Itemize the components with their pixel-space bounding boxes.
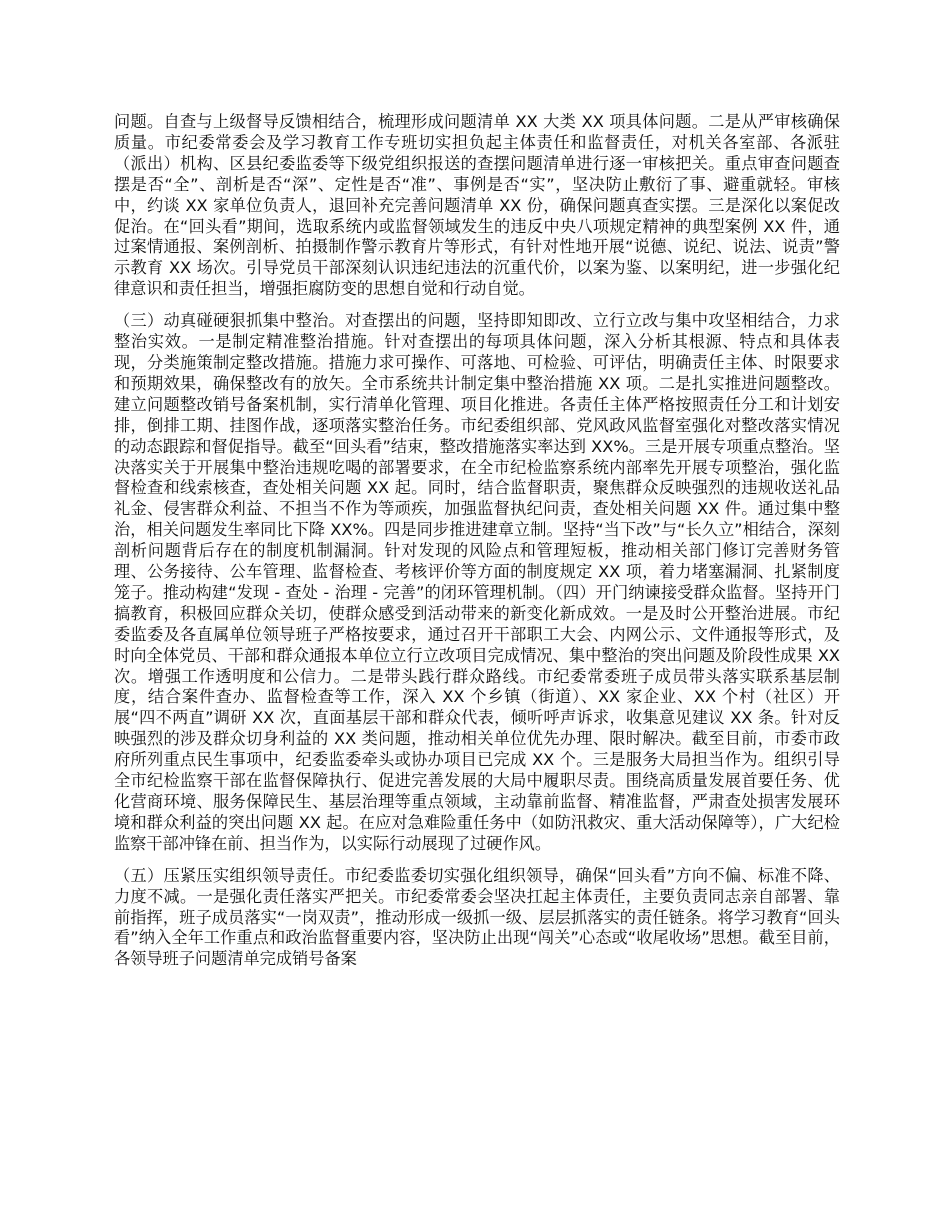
document-body (114, 112, 840, 970)
paragraph-leadership: （五）压紧压实组织领导责任。市纪委监委切实强化组织领导，确保“回头看”方向不偏、标准不降、力度不减。一是强化责任落实严把关。市纪委常委会坚决扛起主体责任，主要负责同志亲自部署、靠前指挥，班子成员落实“一岗双责”，推动形成一级抓一级、层层抓落实的责任链条。将学习教育“回头看”纳入全年工作重点和政治监督重要内容，坚决防止出现“闯关”心态或“收尾收场”思想。截至目前，各领导班子问题清单完成销号备案 (114, 865, 840, 969)
paragraph-rectification: （三）动真碰硬狠抓集中整治。对查摆出的问题，坚持即知即改、立行立改与集中攻坚相结合，力求整治实效。一是制定精准整治措施。针对查摆出的每项具体问题，深入分析其根源、特点和具体表现，分类施策制定整改措施。措施力求可操作、可落地、可检验、可评估，明确责任主体、时限要求和预期效果，确保整改有的放矢。全市系统共计制定集中整治措施 XX 项。二是扎实推进问题整改。建立问题整改销号备案机制，实行清单化管理、项目化推进。各责任主体严格按照责任分工和计划安排，倒排工期、挂图作战，逐项落实整治任务。市纪委组织部、党风政风监督室强化对整改落实情况的动态跟踪和督促指导。截至“回头看”结束，整改措施落实率达到 XX%。三是开展专项重点整治。坚决落实关于开展集中整治违规吃喝的部署要求，在全市纪检监察系统内部率先开展专项整治，强化监督检查和线索核查，查处相关问题 XX 起。同时，结合监督职责，聚焦群众反映强烈的违规收送礼品礼金、侵害群众利益、不担当不作为等顽疾，加强监督执纪问责，查处相关问题 XX 件。通过集中整治，相关问题发生率同比下降 XX%。四是同步推进建章立制。坚持“当下改”与“长久立”相结合，深刻剖析问题背后存在的制度机制漏洞。针对发现的风险点和管理短板，推动相关部门修订完善财务管理、公务接待、公车管理、监督检查、考核评价等方面的制度规定 XX 项，着力堵塞漏洞、扎紧制度笼子。推动构建“发现 - 查处 - 治理 - 完善”的闭环管理机制。（四）开门纳谏接受群众监督。坚持开门搞教育，积极回应群众关切，使群众感受到活动带来的新变化新成效。一是及时公开整治进展。市纪委监委及各直属单位领导班子严格按要求，通过召开干部职工大会、内网公示、文件通报等形式，及时向全体党员、干部和群众通报本单位立行立改项目完成情况、集中整治的突出问题及阶段性成果 XX 次。增强工作透明度和公信力。二是带头践行群众路线。市纪委常委班子成员带头落实联系基层制度，结合案件查办、监督检查等工作，深入 XX 个乡镇（街道）、XX 家企业、XX 个村（社区）开展“四不两直”调研 XX 次，直面基层干部和群众代表，倾听呼声诉求，收集意见建议 XX 条。针对反映强烈的涉及群众切身利益的 XX 类问题，推动相关单位优先办理、限时解决。截至目前，市委市政府所列重点民生事项中，纪委监委牵头或协办项目已完成 XX 个。三是服务大局担当作为。组织引导全市纪检监察干部在监督保障执行、促进完善发展的大局中履职尽责。围绕高质量发展首要任务、优化营商环境、服务保障民生、基层治理等重点领域，主动靠前监督、精准监督，严肃查处损害发展环境和群众利益的突出问题 XX 起。在应对急难险重任务中（如防汛救灾、重大活动保障等），广大纪检监察干部冲锋在前、担当作为，以实际行动展现了过硬作风。 (114, 311, 840, 853)
paragraph-self-check: 问题。自查与上级督导反馈相结合，梳理形成问题清单 XX 大类 XX 项具体问题。二是从严审核确保质量。市纪委常委会及学习教育工作专班切实担负起主体责任和监督责任，对机关各室部、各派驻（派出）机构、区县纪委监委等下级党组织报送的查摆问题清单进行逐一审核把关。重点审查问题查摆是否“全”、剖析是否“深”、定性是否“准”、事例是否“实”，坚决防止敷衍了事、避重就轻。审核中，约谈 XX 家单位负责人，退回补充完善问题清单 XX 份，确保问题真查实摆。三是深化以案促改促治。在“回头看”期间，选取系统内或监督领域发生的违反中央八项规定精神的典型案例 XX 件，通过案情通报、案例剖析、拍摄制作警示教育片等形式，有针对性地开展“说德、说纪、说法、说责”警示教育 XX 场次。引导党员干部深刻认识违纪违法的沉重代价，以案为鉴、以案明纪，进一步强化纪律意识和责任担当，增强拒腐防变的思想自觉和行动自觉。 (114, 112, 840, 299)
